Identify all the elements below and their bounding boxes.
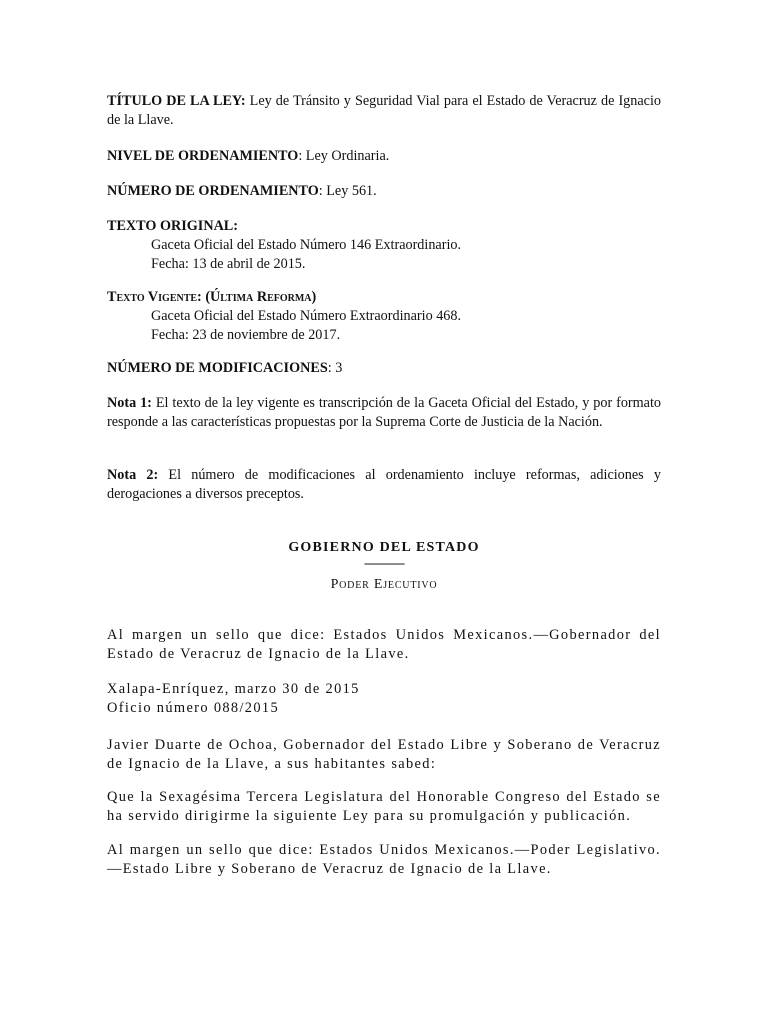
nivel-ordenamiento	[107, 147, 661, 166]
vigente-gaceta: Gaceta Oficial del Estado Número Extraordinario 468.	[151, 308, 462, 324]
nota2-label: Nota 2:	[107, 467, 159, 483]
original-gaceta: Gaceta Oficial del Estado Número 146 Extraordinario.	[151, 237, 462, 253]
numero-value: : Ley 561.	[318, 183, 377, 199]
nivel-label: NIVEL DE ORDENAMIENTO	[107, 148, 299, 164]
vigente-fecha: Fecha: 23 de noviembre de 2017.	[151, 327, 341, 343]
numero-modificaciones	[107, 359, 661, 378]
oficio-numero: Oficio número 088/2015	[107, 700, 279, 716]
modificaciones-label: NÚMERO DE MODIFICACIONES	[107, 360, 328, 376]
nota1-text: El texto de la ley vigente es transcripción de la Gaceta Oficial del Estado, y por formato responde a las características propuestas por la Suprema Corte de Justicia de la Nación.	[107, 395, 662, 430]
gobierno-title: GOBIERNO DEL ESTADO	[288, 540, 480, 555]
paragraph-gobernador: Javier Duarte de Ochoa, Gobernador del Estado Libre y Soberano de Veracruz de Ignacio de la Llave, a sus habitantes sabed:	[107, 737, 661, 772]
modificaciones-value: : 3	[327, 360, 343, 376]
texto-vigente	[107, 288, 661, 345]
paragraph-sello-gobernador: Al margen un sello que dice: Estados Unidos Mexicanos.—Gobernador del Estado de Veracruz de Ignacio de la Llave.	[107, 627, 661, 662]
numero-label: NÚMERO DE ORDENAMIENTO	[107, 183, 319, 199]
texto-original	[107, 217, 661, 274]
original-label: TEXTO ORIGINAL:	[107, 218, 238, 234]
nivel-value: : Ley Ordinaria.	[298, 148, 390, 164]
titulo-value: Ley de Tránsito y Seguridad Vial para el Estado de Veracruz de Ignacio de la Llave.	[107, 93, 661, 128]
numero-ordenamiento	[107, 182, 661, 201]
titulo-ley	[107, 92, 661, 130]
paragraph-legislatura: Que la Sexagésima Tercera Legislatura del Honorable Congreso del Estado se ha servido dirigirme la siguiente Ley para su promulgación y publicación.	[107, 789, 661, 824]
titulo-label: TÍTULO DE LA LEY:	[107, 93, 246, 109]
paragraph-sello-legislativo: Al margen un sello que dice: Estados Unidos Mexicanos.—Poder Legislativo.—Estado Libre y Soberano de Veracruz de Ignacio de la Llave.	[107, 842, 661, 877]
nota-2	[107, 466, 661, 504]
nota1-label: Nota 1:	[107, 395, 152, 411]
lugar-fecha: Xalapa-Enríquez, marzo 30 de 2015	[107, 681, 360, 697]
nota2-text: El número de modificaciones al ordenamiento incluye reformas, adiciones y derogaciones a diversos preceptos.	[107, 467, 661, 502]
poder-ejecutivo: Poder Ejecutivo	[330, 577, 438, 592]
paragraph-xalapa	[107, 680, 661, 718]
gobierno-heading	[107, 538, 661, 594]
original-fecha: Fecha: 13 de abril de 2015.	[151, 256, 306, 272]
nota-1	[107, 394, 661, 432]
gobierno-dash: ———	[364, 556, 404, 571]
vigente-label: Texto Vigente: (Última Reforma)	[107, 289, 317, 305]
